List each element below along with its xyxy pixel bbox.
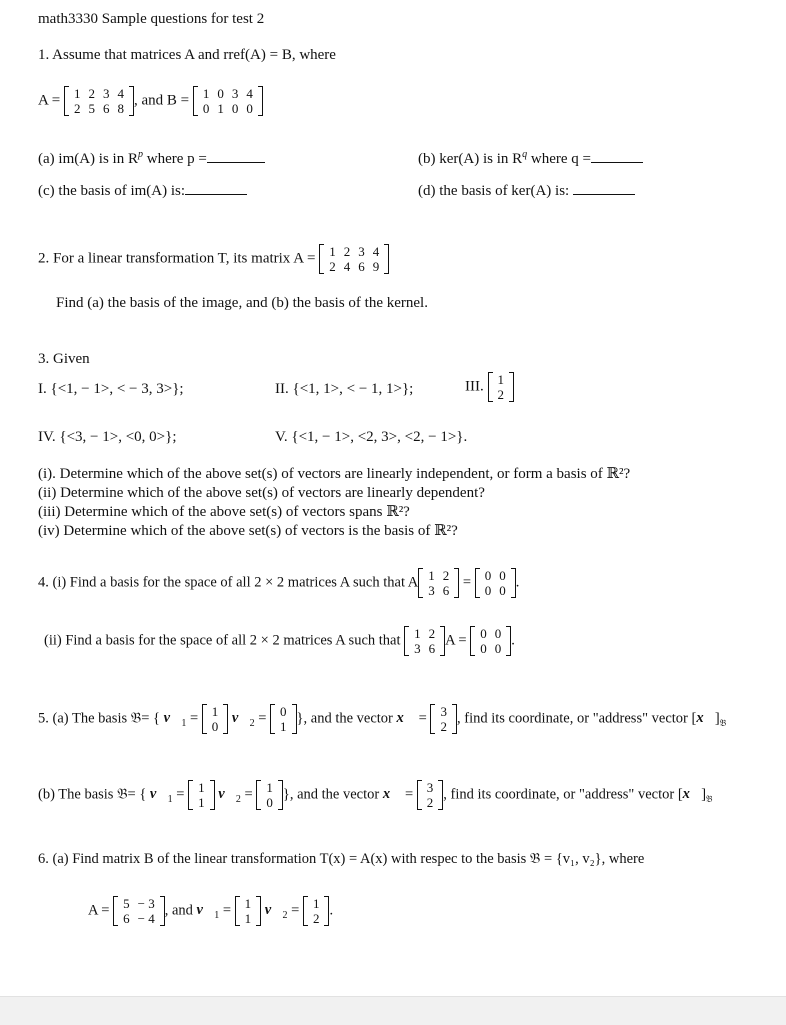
matrix-entry: 0 (480, 626, 487, 641)
q5-part-a: 5. (a) The basis 𝔅= { $v⃗_1$ = 1 0 $v⃗_2$ = 0 1 }, and the vector x⃗ = 3 2 , find its coordinate, or "address" vector $[x⃗]_𝔅$ (38, 704, 727, 734)
matrix-entry: 1 (414, 626, 421, 641)
q4-matrix-m (418, 568, 459, 598)
matrix-entry: 4 (372, 244, 380, 259)
matrix-entry: 0 (480, 641, 487, 656)
matrix-entry: 3 (231, 86, 239, 101)
matrix-entry: 1 (198, 795, 205, 810)
matrix-entry: 3 (358, 244, 365, 259)
q1-part-a: (a) im(A) is in $R^p$ where p = (38, 146, 265, 168)
matrix-entry: 3 (440, 704, 447, 719)
matrix-entry: 3 (428, 583, 435, 598)
matrix-entry: 1 (198, 780, 205, 795)
q4-matrix-m2 (404, 626, 445, 656)
q3-question-ii: (ii) Determine which of the above set(s) of vectors are linearly dependent? (38, 485, 485, 501)
matrix-entry: 1 (211, 704, 219, 719)
matrix-entry: 2 (312, 911, 320, 926)
matrix-entry: 2 (428, 626, 436, 641)
matrix-entry: 2 (343, 244, 351, 259)
matrix-entry: − 4 (137, 911, 155, 926)
matrix-entry: 5 (123, 896, 130, 911)
q5b-x (417, 780, 444, 810)
q3-question-iv: (iv) Determine which of the above set(s) of vectors is the basis of ℝ²? (38, 523, 458, 539)
q1-matrices: A = 1 2 3 4 2 5 6 8 , and B = 1 0 3 4 0 1 0 0 (38, 86, 263, 116)
matrix-entry: 0 (494, 641, 502, 656)
matrix-entry: 0 (217, 86, 224, 101)
q2-find: Find (a) the basis of the image, and (b) the basis of the kernel. (56, 295, 428, 311)
matrix-entry: 9 (372, 259, 380, 274)
q1-part-c: (c) the basis of im(A) is: (38, 182, 247, 200)
q6-v1 (235, 896, 262, 926)
q5b-v2 (256, 780, 283, 810)
matrix-entry: 0 (246, 101, 253, 116)
matrix-entry: 0 (280, 704, 287, 719)
q5a-x (430, 704, 457, 734)
matrix-entry: 4 (343, 259, 351, 274)
matrix-entry: 0 (211, 719, 219, 734)
matrix-entry: 2 (426, 795, 434, 810)
q6-given: A = 5 − 3 6 − 4 , and $v⃗_1$ = 1 1 $v⃗_2$ = 1 2 . (88, 896, 334, 926)
q4-part-i: 4. (i) Find a basis for the space of all 2 × 2 matrices A such that A 1 2 3 6 = 0 0 0 0 . (38, 568, 520, 598)
matrix-entry: − 3 (137, 896, 155, 911)
matrix-entry: 8 (117, 101, 124, 116)
matrix-entry: 6 (428, 641, 436, 656)
matrix-entry: 5 (88, 101, 95, 116)
q2-matrix-a (319, 244, 389, 274)
q3-set-i: I. {<1, − 1>, < − 3, 3>}; (38, 381, 184, 397)
matrix-entry: 2 (497, 387, 504, 402)
q4-zero-matrix (475, 568, 516, 598)
matrix-entry: 3 (414, 641, 421, 656)
q3-question-i: (i). Determine which of the above set(s) of vectors are linearly independent, or form a basis of ℝ²? (38, 466, 631, 482)
matrix-entry: 6 (102, 101, 110, 116)
q1-part-b: (b) ker(A) is in $R^q$ where q = (418, 146, 643, 168)
matrix-entry: 3 (426, 780, 434, 795)
q6-v2 (303, 896, 330, 926)
matrix-entry: 1 (329, 244, 336, 259)
q3-given: 3. Given (38, 351, 90, 367)
matrix-entry: 0 (231, 101, 239, 116)
matrix-entry: 6 (358, 259, 365, 274)
matrix-entry: 2 (329, 259, 336, 274)
matrix-entry: 1 (428, 568, 435, 583)
worksheet-title: math3330 Sample questions for test 2 (38, 11, 265, 27)
q3-set-ii: II. {<1, 1>, < − 1, 1>}; (275, 381, 414, 397)
matrix-entry: 2 (442, 568, 450, 583)
q3-vector-iii (488, 372, 515, 402)
q1-matrix-a (64, 86, 134, 116)
matrix-entry: 0 (499, 568, 506, 583)
matrix-entry: 6 (123, 911, 130, 926)
matrix-entry: 6 (442, 583, 450, 598)
q5b-v1 (188, 780, 215, 810)
q4-part-ii: (ii) Find a basis for the space of all 2 × 2 matrices A such that 1 2 3 6 A = 0 0 0 0 . (44, 626, 515, 656)
matrix-entry: 1 (217, 101, 224, 116)
matrix-entry: 0 (484, 568, 492, 583)
matrix-entry: 1 (244, 896, 252, 911)
matrix-entry: 0 (494, 626, 502, 641)
matrix-entry: 4 (246, 86, 253, 101)
q4-zero-matrix2 (470, 626, 511, 656)
page-footer-bar (0, 996, 786, 1025)
q1-matrix-b (193, 86, 263, 116)
matrix-entry: 0 (499, 583, 506, 598)
q6-statement: 6. (a) Find matrix B of the linear transformation T(x) = A(x) with respec to the basis 𝔅 = {v₁, v₂}, where (38, 851, 645, 867)
matrix-entry: 2 (88, 86, 95, 101)
matrix-entry: 4 (117, 86, 124, 101)
q1-intro: 1. Assume that matrices A and rref(A) = B, where (38, 47, 336, 63)
q6-matrix-a (113, 896, 165, 926)
q5a-v2 (270, 704, 297, 734)
matrix-entry: 1 (280, 719, 287, 734)
matrix-entry: 2 (440, 719, 447, 734)
matrix-entry: 3 (102, 86, 110, 101)
matrix-entry: 0 (484, 583, 492, 598)
matrix-entry: 1 (497, 372, 504, 387)
q3-set-v: V. {<1, − 1>, <2, 3>, <2, − 1>}. (275, 429, 468, 445)
matrix-entry: 1 (73, 86, 81, 101)
q5a-v1 (202, 704, 229, 734)
q2-statement: 2. For a linear transformation T, its matrix A = 1 2 3 4 2 4 6 9 (38, 244, 389, 274)
matrix-entry: 0 (266, 795, 273, 810)
matrix-entry: 2 (73, 101, 81, 116)
q3-set-iii: III. 1 2 (465, 372, 514, 402)
q3-set-iv: IV. {<3, − 1>, <0, 0>}; (38, 429, 177, 445)
q3-question-iii: (iii) Determine which of the above set(s) of vectors spans ℝ²? (38, 504, 410, 520)
matrix-entry: 1 (312, 896, 320, 911)
q5-part-b: (b) The basis 𝔅= { $v⃗_1$ = 1 1 $v⃗_2$ = 1 0 }, and the vector x⃗ = 3 2 , find its coordinate, or "address" vector $[x⃗]_𝔅$ (38, 780, 713, 810)
matrix-entry: 1 (266, 780, 273, 795)
matrix-entry: 1 (244, 911, 252, 926)
q1-part-d: (d) the basis of ker(A) is: (418, 182, 635, 200)
matrix-entry: 1 (202, 86, 210, 101)
matrix-entry: 0 (202, 101, 210, 116)
